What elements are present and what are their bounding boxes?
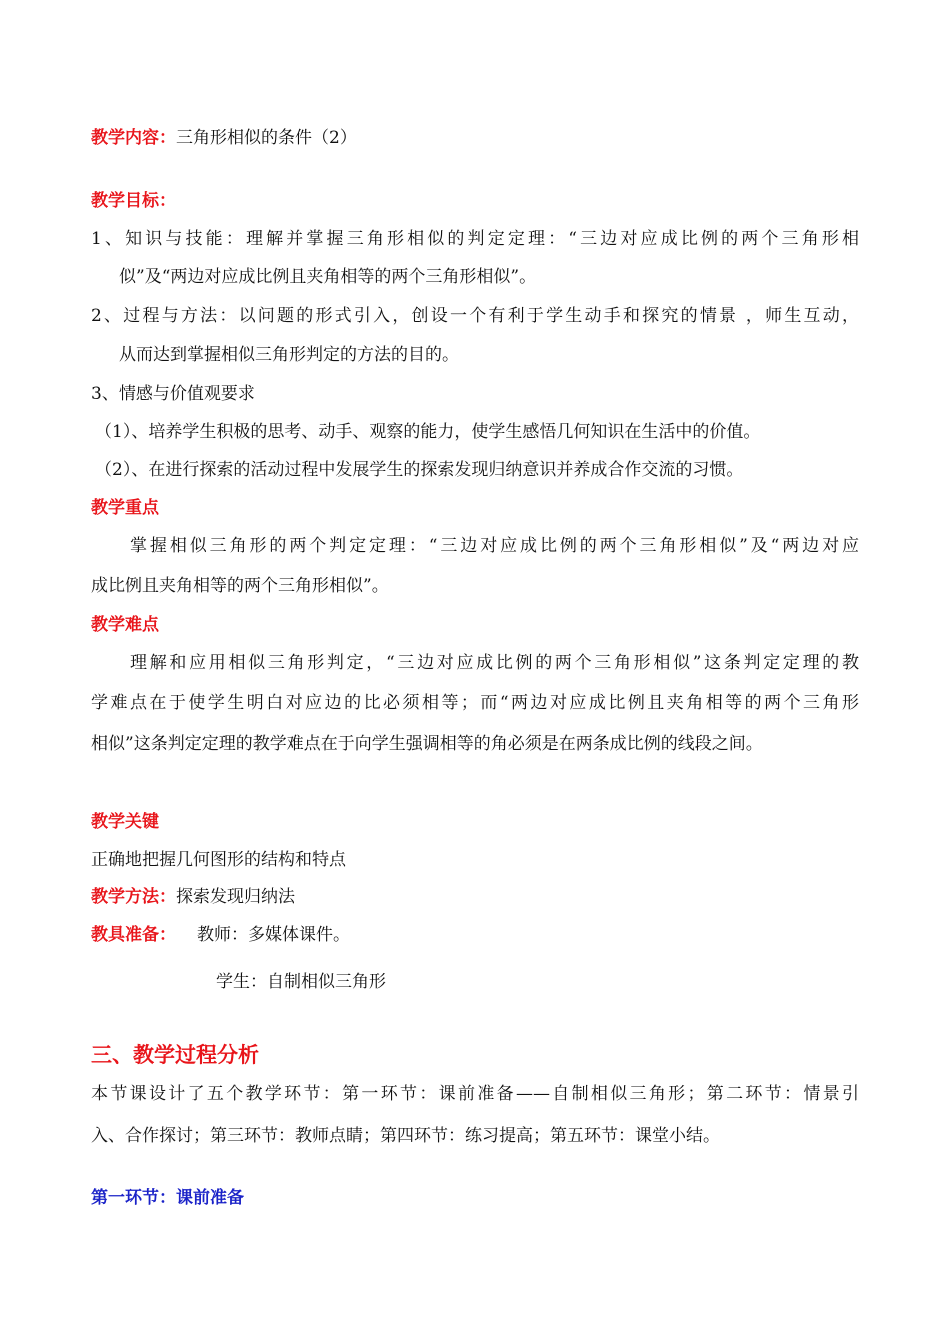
teaching-method-colon: ： <box>159 887 176 907</box>
stage-1-title: 第一环节：课前准备 <box>91 1188 244 1208</box>
section-3-line-1: 本节课设计了五个教学环节：第一环节：课前准备——自制相似三角形；第二环节：情景引 <box>91 1084 859 1104</box>
teaching-tools-student: 学生：自制相似三角形 <box>216 972 386 992</box>
difficulties-line-2: 学难点在于使学生明白对应边的比必须相等；而“两边对应成比例且夹角相等的两个三角形 <box>91 693 859 713</box>
teaching-goals-label: 教学目标 <box>91 191 159 211</box>
teaching-tools-teacher: 教师：多媒体课件。 <box>197 925 350 945</box>
teaching-tools-colon: ： <box>159 925 176 945</box>
key-points-line-2: 成比例且夹角相等的两个三角形相似”。 <box>91 576 389 596</box>
teaching-goals-colon: ： <box>159 191 176 211</box>
teaching-content-colon: ： <box>159 128 176 148</box>
difficulties-line-3: 相似”这条判定定理的教学难点在于向学生强调相等的角必须是在两条成比例的线段之间。 <box>91 734 763 754</box>
teaching-content-label: 教学内容 <box>91 128 159 148</box>
goal-sub-item-1: （1）、培养学生积极的思考、动手、观察的能力，使学生感悟几何知识在生活中的价值。 <box>95 422 761 442</box>
teaching-key-label: 教学关键 <box>91 812 159 832</box>
key-points-label: 教学重点 <box>91 498 159 518</box>
difficulties-label: 教学难点 <box>91 615 159 635</box>
goal-item-1-line-2: 似”及“两边对应成比例且夹角相等的两个三角形相似”。 <box>119 267 537 287</box>
teaching-content-line <box>91 127 357 149</box>
teaching-method-line <box>91 886 295 908</box>
goal-item-2-line-1: 2、过程与方法：以问题的形式引入，创设一个有利于学生动手和探究的情景 ，师生互动， <box>91 306 859 326</box>
goal-item-2-line-2: 从而达到掌握相似三角形判定的方法的目的。 <box>119 345 459 365</box>
teaching-tools-label: 教具准备 <box>91 925 159 945</box>
goal-item-1-line-1: 1、知识与技能：理解并掌握三角形相似的判定定理：“三边对应成比例的两个三角形相 <box>91 229 859 249</box>
teaching-content-text: 三角形相似的条件（2） <box>176 128 357 148</box>
goal-item-3: 3、情感与价值观要求 <box>91 384 255 404</box>
teaching-method-label: 教学方法 <box>91 887 159 907</box>
goal-sub-item-2: （2）、在进行探索的活动过程中发展学生的探索发现归纳意识并养成合作交流的习惯。 <box>95 460 744 480</box>
teaching-method-text: 探索发现归纳法 <box>176 887 295 907</box>
key-points-line-1: 掌握相似三角形的两个判定定理：“三边对应成比例的两个三角形相似”及“两边对应 <box>130 536 859 556</box>
section-3-title: 三、教学过程分析 <box>91 1043 259 1067</box>
section-3-line-2: 入、合作探讨；第三环节：教师点睛；第四环节：练习提高；第五环节：课堂小结。 <box>91 1126 720 1146</box>
teaching-key-text: 正确地把握几何图形的结构和特点 <box>91 850 346 870</box>
teaching-goals-heading <box>91 190 176 212</box>
teaching-tools-line <box>91 924 176 946</box>
difficulties-line-1: 理解和应用相似三角形判定，“三边对应成比例的两个三角形相似”这条判定定理的教 <box>130 653 859 673</box>
